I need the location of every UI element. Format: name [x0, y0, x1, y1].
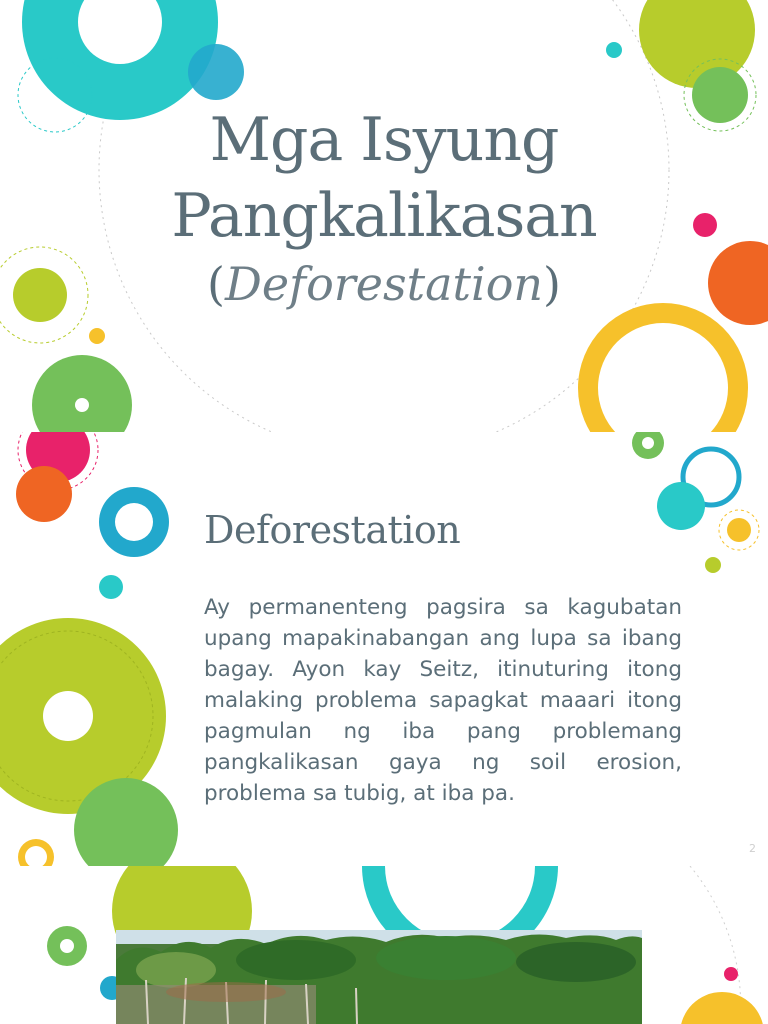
title-slide [0, 0, 768, 432]
image-slide [0, 866, 768, 1024]
page-number: 2 [749, 842, 756, 855]
deforestation-image [116, 930, 642, 1024]
slide-title-line2: Pangkalikasan [171, 181, 597, 251]
slide-subtitle: (Deforestation) [207, 257, 561, 311]
content-slide [0, 432, 768, 866]
slide-heading: Deforestation [204, 508, 461, 552]
slide-body-text: Ay permanenteng pagsira sa kagubatan upang mapakinabangan ang lupa sa ibang bagay. Ayon kay Seitz, itinuturing itong malaking problema sapagkat maaari itong pagmulan ng iba pang problemang pangkalikasan gaya ng soil erosion, problema sa tubig, at iba pa. [204, 595, 682, 806]
slide-title-line1: Mga Isyung [209, 105, 559, 175]
forest-photo [116, 930, 642, 1024]
subtitle-text: Deforestation [224, 257, 544, 311]
